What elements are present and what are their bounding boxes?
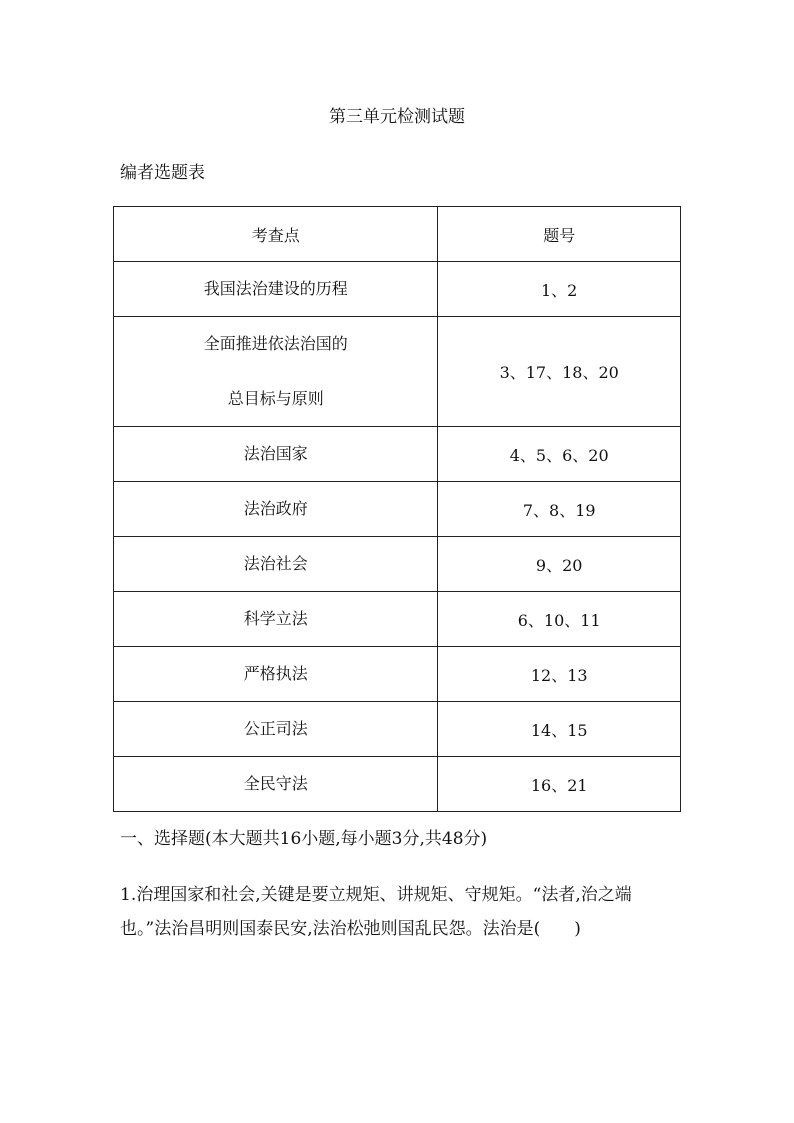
question-numbers-cell: 1、2 <box>438 262 681 317</box>
question-numbers-cell: 14、15 <box>438 702 681 757</box>
topic-label: 法治国家 <box>243 444 308 463</box>
header-topic: 考查点 <box>114 207 438 262</box>
table-row <box>114 427 681 482</box>
topic-label: 法治政府 <box>243 499 308 518</box>
topic-label-line-1: 全面推进依法治国的 <box>203 334 348 353</box>
table-header-row <box>114 207 681 262</box>
topic-cell <box>114 537 438 592</box>
topic-label: 我国法治建设的历程 <box>203 279 348 298</box>
topic-label: 全民守法 <box>243 774 308 793</box>
question-numbers-cell: 9、20 <box>438 537 681 592</box>
question-numbers-cell: 4、5、6、20 <box>438 427 681 482</box>
topic-label: 公正司法 <box>243 719 308 738</box>
topic-selection-table <box>113 206 681 812</box>
page-title: 第三单元检测试题 <box>329 107 465 127</box>
question-numbers-cell: 3、17、18、20 <box>438 317 681 427</box>
topic-label: 科学立法 <box>243 609 308 628</box>
section-heading: 一、选择题(本大题共16小题,每小题3分,共48分) <box>120 829 488 849</box>
question-1: 1.治理国家和社会,关键是要立规矩、讲规矩、守规矩。“法者,治之端也。”法治昌明则国泰民安,法治松弛则国乱民怨。法治是( ) <box>120 885 632 939</box>
table-row <box>114 482 681 537</box>
topic-label-line-2: 总目标与原则 <box>227 389 324 408</box>
table-row <box>114 317 681 427</box>
topic-cell <box>114 317 438 427</box>
table-row <box>114 702 681 757</box>
topic-label: 法治社会 <box>243 554 308 573</box>
table-row <box>114 592 681 647</box>
header-question-numbers: 题号 <box>438 207 681 262</box>
question-numbers-cell: 16、21 <box>438 757 681 812</box>
topic-label: 严格执法 <box>243 664 308 683</box>
table-row <box>114 757 681 812</box>
topic-cell <box>114 482 438 537</box>
question-numbers-cell: 7、8、19 <box>438 482 681 537</box>
topic-cell <box>114 702 438 757</box>
table-row <box>114 647 681 702</box>
topic-cell <box>114 592 438 647</box>
question-numbers-cell: 12、13 <box>438 647 681 702</box>
topic-cell <box>114 647 438 702</box>
question-numbers-cell: 6、10、11 <box>438 592 681 647</box>
topic-cell <box>114 757 438 812</box>
topic-cell <box>114 427 438 482</box>
topic-cell <box>114 262 438 317</box>
table-caption: 编者选题表 <box>120 163 205 183</box>
table-row <box>114 537 681 592</box>
table-row <box>114 262 681 317</box>
